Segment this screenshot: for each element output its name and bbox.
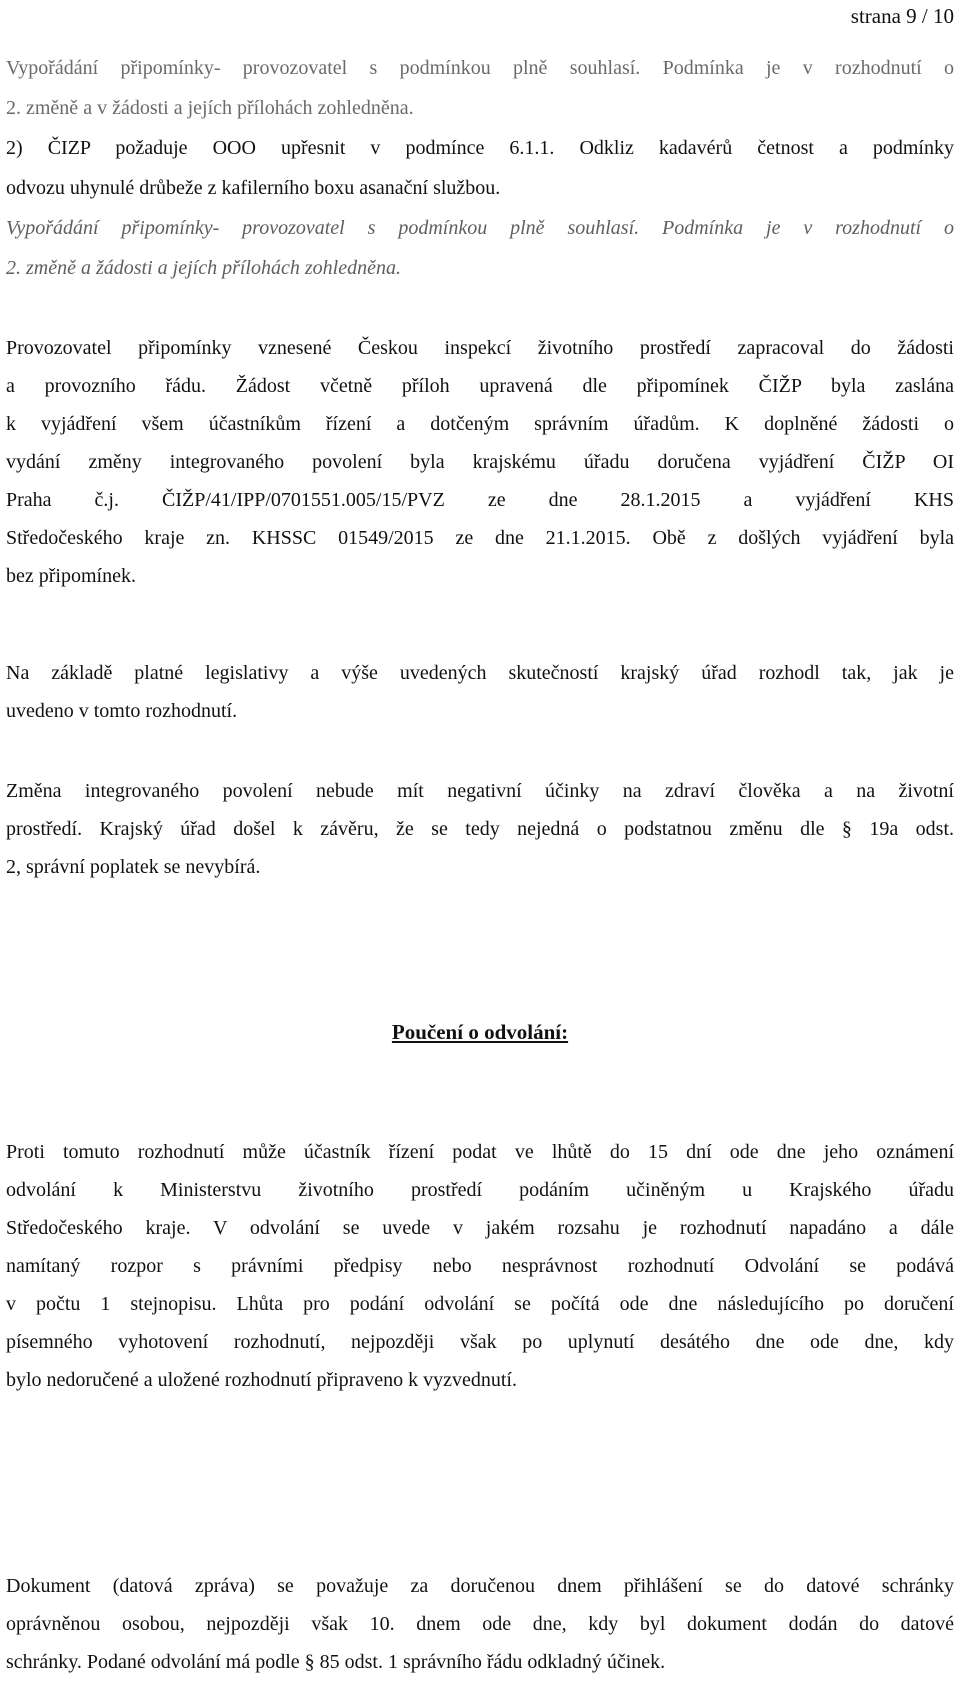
paragraph-line: k vyjádření všem účastníkům řízení a dotčeným správním úřadům. K doplněné žádosti o [6, 413, 954, 435]
paragraph-line: a provozního řádu. Žádost včetně příloh upravená dle připomínek ČIŽP byla zaslána [6, 375, 954, 397]
paragraph-line: oprávněnou osobou, nejpozději však 10. dnem ode dne, kdy byl dokument dodán do datové [6, 1613, 954, 1635]
paragraph-data-box [6, 1567, 954, 1681]
objection-settlement-block [6, 48, 954, 288]
paragraph-line: uvedeno v tomto rozhodnutí. [6, 700, 238, 722]
paragraph-line: odvolání k Ministerstvu životního prostředí podáním učiněným u Krajského úřadu [6, 1179, 954, 1201]
appeal-heading: Poučení o odvolání: [391, 1020, 569, 1044]
paragraph-line: Středočeského kraje zn. KHSSC 01549/2015 ze dne 21.1.2015. Obě z došlých vyjádření byla [6, 527, 954, 549]
top-line: Vypořádání připomínky- provozovatel s podmínkou plně souhlasí. Podmínka je v rozhodnutí o [6, 217, 954, 239]
paragraph-line: Dokument (datová zpráva) se považuje za doručenou dnem přihlášení se do datové schránky [6, 1575, 954, 1597]
paragraph-line: 2, správní poplatek se nevybírá. [6, 856, 261, 878]
top-line: 2. změně a v žádosti a jejích přílohách zohledněna. [6, 97, 414, 119]
paragraph-effects [6, 772, 954, 886]
paragraph-line: prostředí. Krajský úřad došel k závěru, že se tedy nejedná o podstatnou změnu dle § 19a odst. [6, 818, 954, 840]
paragraph-line: Na základě platné legislativy a výše uvedených skutečností krajský úřad rozhodl tak, jak je [6, 662, 954, 684]
paragraph-line: písemného vyhotovení rozhodnutí, nejpozději však po uplynutí desátého dne ode dne, kdy [6, 1331, 954, 1353]
top-line: 2. změně a žádosti a jejích přílohách zohledněna. [6, 257, 401, 279]
paragraph-line: Změna integrovaného povolení nebude mít negativní účinky na zdraví člověka a na životní [6, 780, 954, 802]
top-line: 2) ČIZP požaduje OOO upřesnit v podmínce 6.1.1. Odkliz kadavérů četnost a podmínky [6, 137, 954, 159]
paragraph-legislation [6, 654, 954, 730]
paragraph-line: Středočeského kraje. V odvolání se uvede v jakém rozsahu je rozhodnutí napadáno a dále [6, 1217, 954, 1239]
paragraph-line: v počtu 1 stejnopisu. Lhůta pro podání odvolání se počítá ode dne následujícího po doručení [6, 1293, 954, 1315]
paragraph-line: schránky. Podané odvolání má podle § 85 odst. 1 správního řádu odkladný účinek. [6, 1651, 666, 1673]
paragraph-appeal [6, 1133, 954, 1399]
paragraph-line: namítaný rozpor s právními předpisy nebo nesprávnost rozhodnutí Odvolání se podává [6, 1255, 954, 1277]
paragraph-line: Praha č.j. ČIŽP/41/IPP/0701551.005/15/PVZ ze dne 28.1.2015 a vyjádření KHS [6, 489, 954, 511]
top-line: Vypořádání připomínky- provozovatel s podmínkou plně souhlasí. Podmínka je v rozhodnutí o [6, 57, 954, 79]
paragraph-line: bez připomínek. [6, 565, 136, 587]
paragraph-line: bylo nedoručené a uložené rozhodnutí připraveno k vyzvednutí. [6, 1369, 517, 1391]
page-number: strana 9 / 10 [850, 4, 954, 28]
paragraph-line: vydání změny integrovaného povolení byla krajskému úřadu doručena vyjádření ČIŽP OI [6, 451, 954, 473]
paragraph-line: Proti tomuto rozhodnutí může účastník řízení podat ve lhůtě do 15 dní ode dne jeho oznámení [6, 1141, 954, 1163]
paragraph-inspection [6, 329, 954, 595]
paragraph-line: Provozovatel připomínky vznesené Českou inspekcí životního prostředí zapracoval do žádosti [6, 337, 954, 359]
top-line: odvozu uhynulé drůbeže z kafilerního boxu asanační službou. [6, 177, 501, 199]
